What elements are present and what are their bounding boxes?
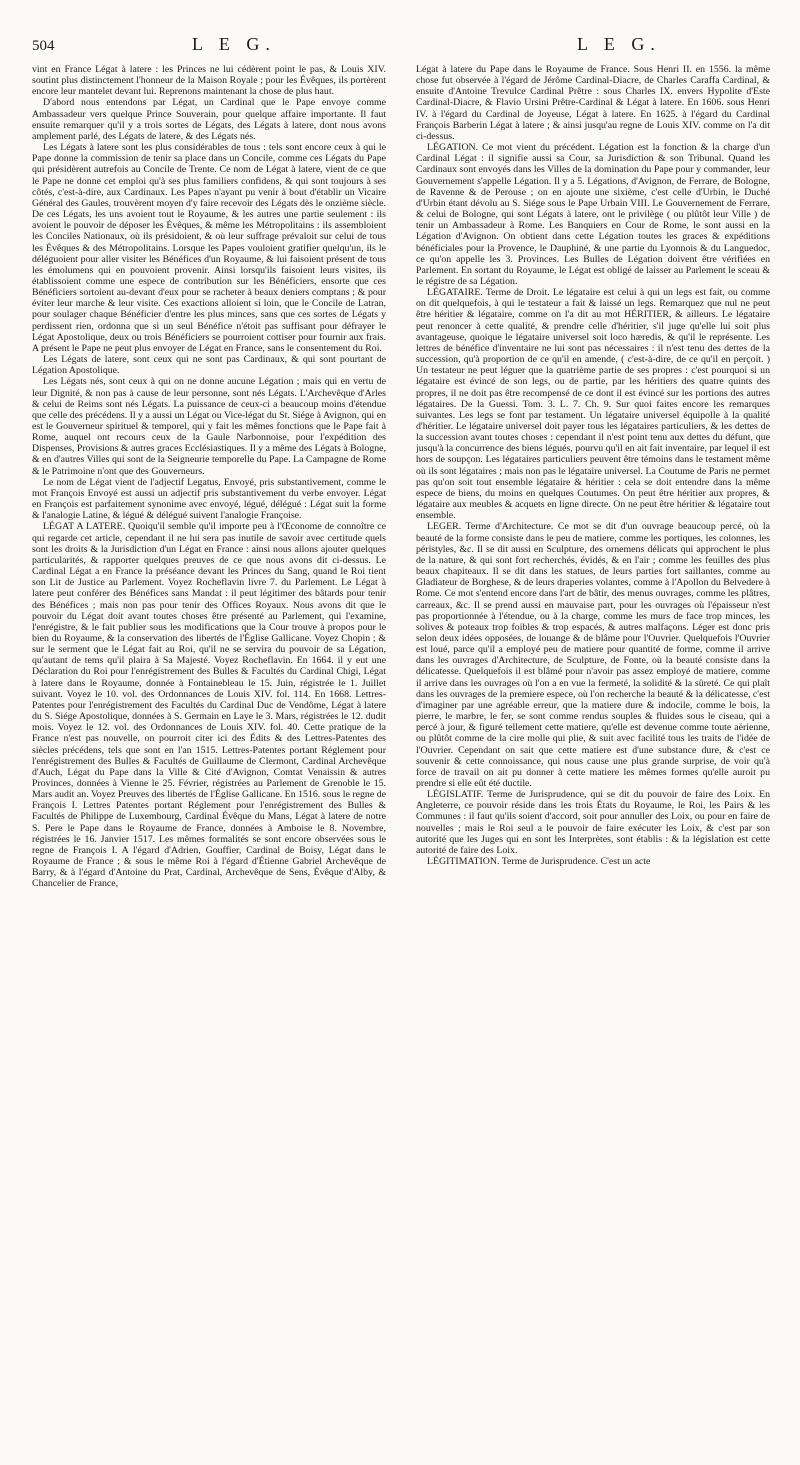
paragraph-legat-history-continued: Légat à latere du Pape dans le Royaume de France. Sous Henri II. en 1556. la même chose fut observée à l'égard de Jérôme Cardinal-Diacre, de Charles Caraffa Cardinal, & ensuite d'Antoine Trevulce Cardinal Prêtre : sous Charles IX. envers Hypolite d'Este Cardinal-Diacre, & Flavio Ursini Prêtre-Cardinal & Légat à latere. En 1606. sous Henri IV. à l'égard du Cardinal de Joyeuse, Légat à latere. En 1625. à l'égard du Cardinal François Barberin Légat à latere ; & ainsi jusqu'au regne de Louis XIV. comme on l'a dit ci-dessus. xyxy=(416,64,770,142)
right-column xyxy=(416,64,770,1444)
paragraph-legats-a-latere: Les Légats à latere sont les plus considérables de tous : tels sont encore ceux à qui le Pape donne la commission de tenir sa place dans un Concile, comme ces Légats du Pape qui présidèrent autrefois au Concile de Trente. Ce nom de Légat à latere, vient de ce que le Pape ne donne cet emploi qu'à ses plus familiers confidens, & qui sont toujours à ses côtés, c'est-à-dire, aux Cardinaux. Les Papes n'ayant pu venir à bout d'établir un Vicaire Général des Gaules, trouvèrent moyen d'y faire recevoir des Légats dès le onzième siècle. De ces Légats, les uns avoient tout le Royaume, & les autres une partie seulement : ils avoient le pouvoir de déposer les Évêques, & même les Métropolitains : ils assembloient les Conciles Nationaux, où ils présidoient, & où leur suffrage prévaloit sur celui de tous les Évêques & des Métropolitains. Lorsque les Papes vouloient gratifier quelqu'un, ils le déléguoient pour aller visiter les Bénéfices d'un Royaume, & lui faisoient présent de tous les émolumens qui en pouvoient provenir. Ainsi lorsqu'ils faisoient leurs visites, ils établissoient comme une espece de contribution sur les Bénéficiers, ensorte que ces Bénéficiers sortoient au-devant d'eux pour se racheter à beaux deniers comptans ; & pour éviter leur marche & leur visite. Ces exactions alloient si loin, que le Concile de Latran, pour soulager chaque Bénéficier d'entre les plus minces, sans que ces sortes de Légats y perdissent rien, ordonna que si un seul Bénéfice n'étoit pas suffisant pour défrayer le Légat Apostolique, deux ou trois Bénéficiers se pourroient cottiser pour fournir aux frais. A présent le Pape ne peut plus envoyer de Légat en France, sans le consentement du Roi. xyxy=(32,142,386,354)
entry-legitimation: LÉGITIMATION. Terme de Jurisprudence. C'est un acte xyxy=(427,856,651,868)
entry-legataire: LÉGATAIRE. Terme de Droit. Le légataire est celui à qui un legs est fait, ou comme on dit quelquefois, à qui le testateur a fait & laissé un legs. Remarquez que nul ne peut être héritier & légataire, comme on l'a dit au mot HÉRITIER, & ailleurs. Le légataire peut renoncer à cette qualité, & prendre celle d'héritier, s'il juge qu'elle lui soit plus avantageuse, quoique le légataire universel soit loco hæredis, & qu'il le représente. Les lettres de bénéfice d'inventaire ne lui sont pas nécessaires : il n'est tenu des dettes de la succession, qu'à proportion de ce qu'il en amende, ( c'est-à-dire, de ce qu'il en perçoit. ) Un testateur ne peut léguer que la quatrième partie de ses propres : c'est pourquoi si un légataire est évincé de son legs, ou de partie, par les héritiers des quatre quints des propres, il ne doit pas être recompensé de ce dont il est évincé sur les portions des autres légataires. De la Guessi. Tom. 3. L. 7. Ch. 9. Sur quoi faites encore les remarques suivantes. Les legs se font par testament. Un légataire universel équipolle à la qualité d'héritier. Le légataire universel doit payer tous les légataires particuliers, & les dettes de la succession avant toutes choses : cependant il n'est point tenu aux dettes du défunt, que jusqu'à la concurrence des biens légués, pourvu qu'il en ait fait inventaire, par lequel il est hors de soupçon. Les légataires particuliers peuvent être témoins dans le testament même où ils sont légataires ; mais non pas le légataire universel. La Coutume de Paris ne permet pas qu'on soit tout ensemble légataire & héritier : cela se doit entendre dans la même espece de biens, du moins en quelques Coutumes. On peut être héritier aux propres, & légataire aux meubles & acquets en ligne directe. On ne peut être héritier & légataire tout ensemble. xyxy=(416,287,770,522)
page-header xyxy=(32,34,770,64)
entry-legislatif: LÉGISLATIF. Terme de Jurisprudence, qui se dit du pouvoir de faire des Loix. En Angleterre, ce pouvoir réside dans les trois États du Royaume, le Roi, les Pairs & les Communes : il faut qu'ils soient d'accord, soit pour annuller des Loix, ou pour en faire de nouvelles ; mais le Roi seul a le pouvoir de faire exécuter les Loix, & c'est par son autorité que les Juges qui en sont les Interprètes, sont établis : & la législation est cette autorité de faire des Loix. xyxy=(416,789,770,856)
left-column xyxy=(32,64,386,1444)
running-head-left: L E G. xyxy=(192,34,276,54)
paragraph-legats-nes: Les Légats nés, sont ceux à qui on ne donne aucune Légation ; mais qui en vertu de leur Dignité, & non pas à cause de leur personne, sont nés Légats. L'Archevêque d'Arles & celui de Reims sont nés Légats. La puissance de ceux-ci a beaucoup moins d'étendue que celle des précédens. Il y a aussi un Légat ou Vice-légat du St. Siége à Avignon, qui en est le Gouverneur spirituel & temporel, qui y fait les mêmes fonctions que le Pape fait à Rome, auquel ont recours ceux de la Gaule Narbonnoise, pour l'expédition des Dispenses, Provisions & autres graces Ecclésiastiques. Il y a même des Légats à Bologne, & en d'autres Villes qui sont de la Seigneurie temporelle du Pape. La Campagne de Rome & le Patrimoine n'ont que des Gouverneurs. xyxy=(32,376,386,477)
running-head-right: L E G. xyxy=(577,34,661,54)
paragraph-legat-kinds: D'abord nous entendons par Légat, un Cardinal que le Pape envoye comme Ambassadeur vers quelque Prince Souverain, pour quelque affaire importante. Il faut ensuite remarquer qu'il y a trois sortes de Légats, des Légats à latere, dont nous avons amplement parlé, des Légats de latere, & des Légats nés. xyxy=(32,97,386,142)
page-number: 504 xyxy=(32,38,55,54)
paragraph-legat-etymology: Le nom de Légat vient de l'adjectif Legatus, Envoyé, pris substantivement, comme le mot François Envoyé est aussi un adjectif pris substantivement du verbe envoyer. Légat en François est parfaitement synonime avec envoyé, légué, délégué : Légat suit la forme & l'analogie Latine, & légué & délégué suivent l'analogie Françoise. xyxy=(32,476,386,522)
paragraph-legats-de-latere: Les Légats de latere, sont ceux qui ne sont pas Cardinaux, & qui sont pourtant de Légation Apostolique. xyxy=(32,354,386,377)
paragraph-legat-continued: vint en France Légat à latere : les Princes ne lui cédèrent point le pas, & Louis XIV. soutint plus distinctement l'honneur de la Maison Royale ; pour les Évêques, ils portèrent encore leur mantelet devant lui. Reprenons maintenant la chose de plus haut. xyxy=(32,64,386,98)
entry-legat-a-latere: LÉGAT A LATERE. Quoiqu'il semble qu'il importe peu à l'Œconome de connoître ce qui regarde cet article, cependant il ne lui sera pas inutile de savoir avec certitude quels sont les droits & la Jurisdiction d'un Légat en France : ainsi nous allons ajouter quelques particularités, & rapporter quelques preuves de ce que nous avons dit ci-dessus. Le Cardinal Légat a en France la préséance devant les Princes du Sang, quand le Roi tient son Lit de Justice au Parlement. Voyez Rocheflavin livre 7. du Parlement. Le Légat à latere peut conférer des Bénéfices sans Mandat : il peut légitimer des bâtards pour tenir des Bénéfices ; mais non pas pour tenir des Offices Royaux. Nous avons dit que le pouvoir du Légat doit avant toutes choses être présenté au Parlement, qui l'examine, l'enrégistre, & le fait publier sous les modifications que la Cour trouve à propos pour le bien du Royaume, & la conservation des libertés de l'Église Gallicane. Voyez Chopin ; & sur le serment que le Légat fait au Roi, qu'il ne se servira du pouvoir de sa Légation, qu'autant de tems qu'il plaira à Sa Majesté. Voyez Rocheflavin. En 1664. il y eut une Déclaration du Roi pour l'enrégistrement des Bulles & Facultés du Cardinal Chigi, Légat à latere dans le Royaume, donnée à Fontainebleau le 15. Juin, régistrée le 1. Juillet suivant. Voyez le 10. vol. des Ordonnances de Louis XIV. fol. 114. En 1668. Lettres-Patentes pour l'enrégistrement des Facultés du Cardinal Duc de Vendôme, Légat à latere du S. Siége Apostolique, données à S. Germain en Laye le 3. Mars, régistrées le 12. dudit mois. Voyez le 12. vol. des Ordonnances de Louis XIV. fol. 40. Cette pratique de la France n'est pas nouvelle, on pourroit citer ici des Édits & des Lettres-Patentes des siècles précédens, tels que sont en l'an 1515. Lettres-Patentes portant Réglement pour l'enrégistrement des Bulles & Facultés de Guillaume de Clermont, Cardinal Archevêque d'Auch, Légat du Pape dans la Ville & Cité d'Avignon, Comtat Venaissin & autres Provinces, données à Vienne le 25. Février, régistrées au Parlement de Grenoble le 15. Mars audit an. Voyez Preuves des libertés de l'Église Gallicane. En 1516. sous le regne de François I. Lettres Patentes portant Réglement pour l'enrégistrement des Bulles & Facultés de Philippe de Luxembourg, Cardinal Évêque du Mans, Légat à latere de notre S. Pere le Pape dans le Royaume de France, données à Amboise le 8. Novembre, régistrées le 16. Janvier 1517. Les mêmes formalités se sont encore observées sous le regne de François I. A l'égard d'Adrien, Gouffier, Cardinal de Boisy, Légat dans le Royaume de France ; & sous le même Roi à l'égard d'Étienne Gabriel Archevêque de Barry, & à l'égard d'Antoine du Prat, Cardinal, Archevêque de Sens, Évêque d'Alby, & Chancelier de France, xyxy=(32,521,386,890)
entry-leger: LEGER. Terme d'Architecture. Ce mot se dit d'un ouvrage beaucoup percé, où la beauté de la forme consiste dans le peu de matiere, comme les portiques, les colonnes, les péristyles, &c. Il se dit aussi en Sculpture, des ornemens délicats qui approchent le plus de la nature, & qui sont fort recherchés, évidés, & en l'air ; comme les feuilles des plus beaux chapiteaux. Il se dit dans les statues, de leurs parties fort saillantes, comme au Gladiateur de Borghese, & de leurs draperies volantes, comme à l'Apollon du Belvedere à Rome. Ce mot s'entend encore dans l'art de bâtir, des menus ouvrages, comme les plâtres, carreaux, &c. Il se prend aussi en mauvaise part, pour les ouvrages où l'épaisseur n'est pas proportionnée à l'étendue, ou à la charge, comme les murs de face trop minces, les solives & poteaux trop foibles & trop espacés, & autres malfaçons. Léger est donc pris selon deux idées opposées, de louange & de blâme pour l'Ouvrier. Quelquefois l'Ouvrier est loué, parce qu'il a employé peu de matiere pour quantité de forme, comme il arrive dans les ouvrages d'Architecture, de Sculpture, de Fonte, où la beauté consiste dans la délicatesse. Quelquefois il est blâmé pour n'avoir pas assez employé de matiere, comme il arrive dans les ouvrages où l'on a en vue la fermeté, la solidité & la sûreté. Ce qui plaît dans les ouvrages de la premiere espece, où l'on recherche la beauté & la délicatesse, c'est d'imaginer par une agréable erreur, que la matiere dure & indocile, comme le bois, la pierre, le marbre, le fer, se sont comme rendus souples & fluides sous le ciseau, qui a percé à jour, & figuré tellement cette matiere, qu'elle est devenue comme toute aërienne, ou plûtôt comme de la cire molle qui plie, & suit avec facilité tous les traits de l'idée de l'Ouvrier. Cependant on sait que cette matiere est d'une substance dure, & c'est ce souvenir & cette connoissance, qui nous cause une plus grande surprise, de voir qu'à force de travail on ait pu donner à cette matiere les mêmes formes qu'elle auroit pu prendre si elle eût été ductile. xyxy=(416,521,770,789)
entry-legation: LÉGATION. Ce mot vient du précédent. Légation est la fonction & la charge d'un Cardinal Légat : il signifie aussi sa Cour, sa Jurisdiction & son Tribunal. Quand les Cardinaux sont envoyés dans les Villes de la domination du Pape pour y commander, leur Gouvernement s'appelle Légation. Il y a 5. Légations, d'Avignon, de Ferrare, de Bologne, de Ravenne & de Perouse ; on en ajoute une sixième, c'est celle d'Urbin, le Duché d'Urbin étant dévolu au S. Siége sous le Pape Urbain VIII. Le Gouvernement de Ferrare, & celui de Bologne, qui sont Légats à latere, ont le privilège ( ou plûtôt leur Ville ) de tenir un Ambassadeur à Rome. Les Banquiers en Cour de Rome, le sont aussi en la Légation d'Avignon. On obtient dans cette Légation toutes les graces & expéditions bénéficiales pour la Provence, le Dauphiné, & une partie du Lyonnois & du Languedoc, ce qu'on appelle les 3. Provinces. Les Bulles de Légation doivent être vérifiées en Parlement. En sortant du Royaume, le Légat est obligé de laisser au Parlement le sceau & le régistre de sa Légation. xyxy=(416,142,770,287)
